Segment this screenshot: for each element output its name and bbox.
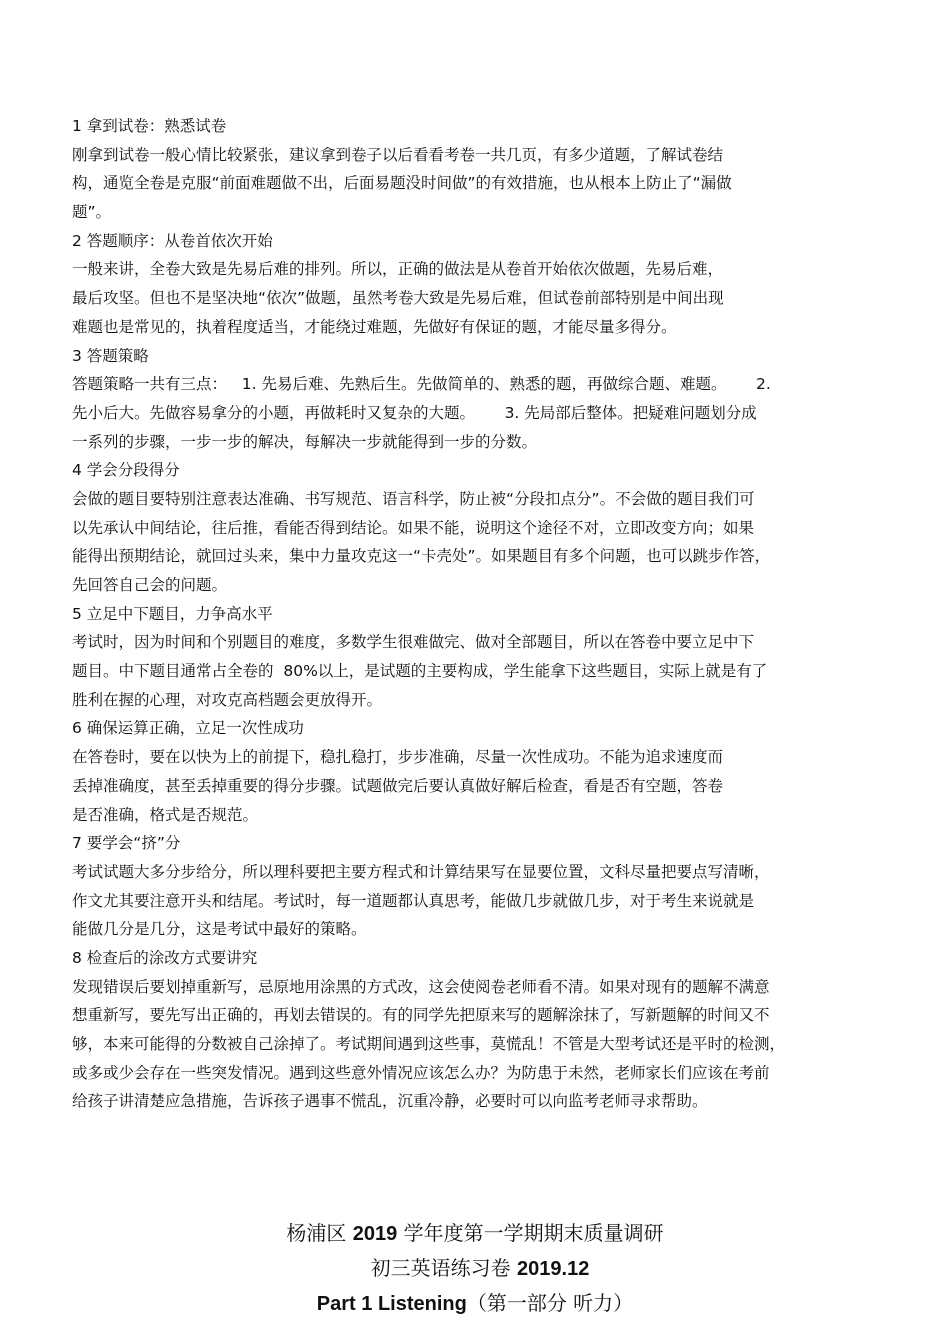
section-heading — [0, 1286, 950, 1321]
text-line: 7 要学会“挤”分 — [72, 834, 181, 853]
text-line: 构，通览全卷是克服“前面难题做不出，后面易题没时间做”的有效措施，也从根本上防止了“漏做 — [72, 174, 732, 193]
text-line: 或多或少会存在一些突发情况。遇到这些意外情况应该怎么办？为防患于未然，老师家长们应该在考前 — [72, 1063, 770, 1082]
exam-title-text: 学年度第一学期期末质量调研 — [397, 1221, 664, 1245]
text-line: 胜利在握的心理，对攻克高档题会更放得开。 — [72, 690, 383, 709]
exam-title — [0, 1216, 950, 1251]
text-line: 6 确保运算正确，立足一次性成功 — [72, 719, 304, 738]
paper-name: 初三英语练习卷 — [370, 1256, 518, 1280]
text-line: 是否准确，格式是否规范。 — [72, 805, 259, 824]
text-line: 3 答题策略 — [72, 346, 149, 365]
text-line: 先回答自己会的问题。 — [72, 576, 228, 594]
part-label-cn: （第一部分 听力） — [466, 1291, 634, 1315]
exam-date: 2019.12 — [517, 1258, 590, 1280]
text-line: 题目。中下题目通常占全卷的 80%以上，是试题的主要构成，学生能拿下这些题目，实际上就是有了 — [72, 662, 768, 681]
text-line: 考试试题大多分步给分，所以理科要把主要方程式和计算结果写在显要位置，文科尽量把要点写清晰， — [72, 862, 770, 881]
text-line: 先小后大。先做容易拿分的小题，再做耗时又复杂的大题。 3. 先局部后整体。把疑难问题划分成 — [72, 403, 757, 422]
text-line: 4 学会分段得分 — [72, 461, 180, 480]
text-line: 5 立足中下题目，力争高水平 — [72, 604, 273, 623]
text-line: 刚拿到试卷一般心情比较紧张，建议拿到卷子以后看看考卷一共几页，有多少道题，了解试卷结 — [72, 145, 724, 164]
text-line: 8 检查后的涂改方式要讲究 — [72, 948, 258, 967]
text-line: 一般来讲，全卷大致是先易后难的排列。所以，正确的做法是从卷首开始依次做题，先易后难， — [72, 260, 724, 279]
text-line: 一系列的步骤，一步一步的解决，每解决一步就能得到一步的分数。 — [72, 432, 538, 451]
document-body — [72, 112, 888, 1116]
text-line: 难题也是常见的，执着程度适当，才能绕过难题，先做好有保证的题，才能尽量多得分。 — [72, 317, 677, 336]
text-line: 以先承认中间结论，往后推，看能否得到结论。如果不能，说明这个途径不对，立即改变方向；如果 — [72, 518, 755, 537]
text-line: 考试时，因为时间和个别题目的难度，多数学生很难做完、做对全部题目，所以在答卷中要立足中下 — [72, 633, 755, 652]
text-line: 作文尤其要注意开头和结尾。考试时，每一道题都认真思考，能做几步就做几步，对于考生来说就是 — [72, 891, 755, 910]
text-line: 最后攻坚。但也不是坚决地“依次”做题，虽然考卷大致是先易后难，但试卷前部特别是中间出现 — [72, 289, 724, 308]
text-line: 丢掉准确度，甚至丢掉重要的得分步骤。试题做完后要认真做好解后检查，看是否有空题，答卷 — [72, 776, 724, 795]
text-line: 发现错误后要划掉重新写，忌原地用涂黑的方式改，这会使阅卷老师看不清。如果对现有的题解不满意 — [72, 977, 770, 996]
text-line: 会做的题目要特别注意表达准确、书写规范、语言科学，防止被“分段扣点分”。不会做的题目我们可 — [72, 489, 755, 508]
text-line: 想重新写，要先写出正确的，再划去错误的。有的同学先把原来写的题解涂抹了，写新题解的时间又不 — [72, 1006, 770, 1025]
text-line: 够，本来可能得的分数被自己涂掉了。考试期间遇到这些事，莫慌乱！不管是大型考试还是平时的检测， — [72, 1035, 786, 1053]
part-label: Part 1 Listening — [316, 1293, 467, 1315]
text-line: 给孩子讲清楚应急措施，告诉孩子遇事不慌乱，沉重冷静，必要时可以向监考老师寻求帮助。 — [72, 1092, 708, 1111]
school-year: 2019 — [352, 1223, 398, 1245]
text-line: 2 答题顺序：从卷首依次开始 — [72, 231, 273, 250]
district-name: 杨浦区 — [286, 1221, 353, 1245]
text-line: 能做几分是几分，这是考试中最好的策略。 — [72, 920, 367, 939]
text-line: 能得出预期结论，就回过头来，集中力量攻克这一“卡壳处”。如果题目有多个问题，也可以跳步作答， — [72, 547, 771, 566]
text-line: 1 拿到试卷：熟悉试卷 — [72, 117, 227, 135]
text-line: 题”。 — [72, 203, 112, 222]
exam-subtitle — [0, 1251, 950, 1286]
text-line: 答题策略一共有三点： 1. 先易后难、先熟后生。先做简单的、熟悉的题，再做综合题、难题。 2. — [72, 375, 771, 394]
exam-header — [0, 1216, 950, 1321]
text-line: 在答卷时，要在以快为上的前提下，稳扎稳打，步步准确，尽量一次性成功。不能为追求速度而 — [72, 748, 724, 767]
